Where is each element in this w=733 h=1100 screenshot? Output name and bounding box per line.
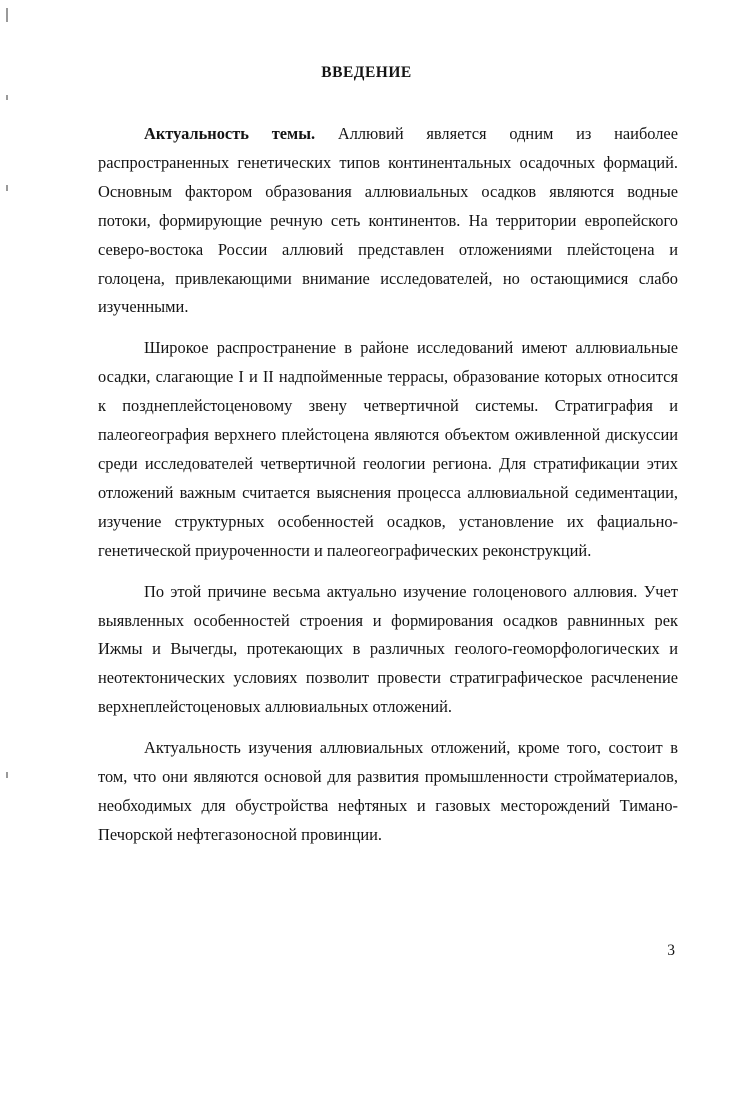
scan-margin-mark xyxy=(6,772,8,778)
paragraph-lead: Актуальность темы. xyxy=(144,124,316,143)
scan-margin-mark xyxy=(6,185,8,191)
page-title: ВВЕДЕНИЕ xyxy=(321,64,412,81)
paragraph-industry xyxy=(98,734,678,850)
document-body xyxy=(98,120,678,862)
paragraph-text: Широкое распространение в районе исследований имеют аллювиальные осадки, слагающие I и II надпойменные террасы, образование которых относится к позднеплейстоценовому звену четвертичной системы. Стратиграфия и палеогеография верхнего плейстоцена являются объектом оживленной дискуссии среди исследователей четвертичной геологии региона. Для стратификации этих отложений важным считается выяснения процесса аллювиальной седиментации, изучение структурных особенностей осадков, установление их фациально-генетической приуроченности и палеогеографических реконструкций. xyxy=(98,338,678,560)
scan-margin-mark xyxy=(6,95,8,100)
paragraph-text: Актуальность изучения аллювиальных отложений, кроме того, состоит в том, что они являются основой для развития промышленности стройматериалов, необходимых для обустройства нефтяных и газовых месторождений Тимано-Печорской нефтегазоносной провинции. xyxy=(98,738,678,844)
paragraph-terraces xyxy=(98,334,678,565)
paragraph-text: Аллювий является одним из наиболее распространенных генетических типов континентальных осадочных формаций. Основным фактором образования аллювиальных осадков являются водные потоки, формирующие речную сеть континентов. На территории европейского северо-востока России аллювий представлен отложениями плейстоцена и голоцена, привлекающими внимание исследователей, но остающимися слабо изученными. xyxy=(98,124,678,317)
paragraph-text: По этой причине весьма актуально изучение голоценового аллювия. Учет выявленных особенностей строения и формирования осадков равнинных рек Ижмы и Вычегды, протекающих в различных геолого-геоморфологических и неотектонических условиях позволит провести стратиграфическое расчленение верхнеплейстоценовых аллювиальных отложений. xyxy=(98,581,678,717)
scan-margin-mark xyxy=(6,8,8,22)
paragraph-relevance xyxy=(98,120,678,322)
page-number: 3 xyxy=(667,942,675,959)
paragraph-holocene xyxy=(98,578,678,723)
